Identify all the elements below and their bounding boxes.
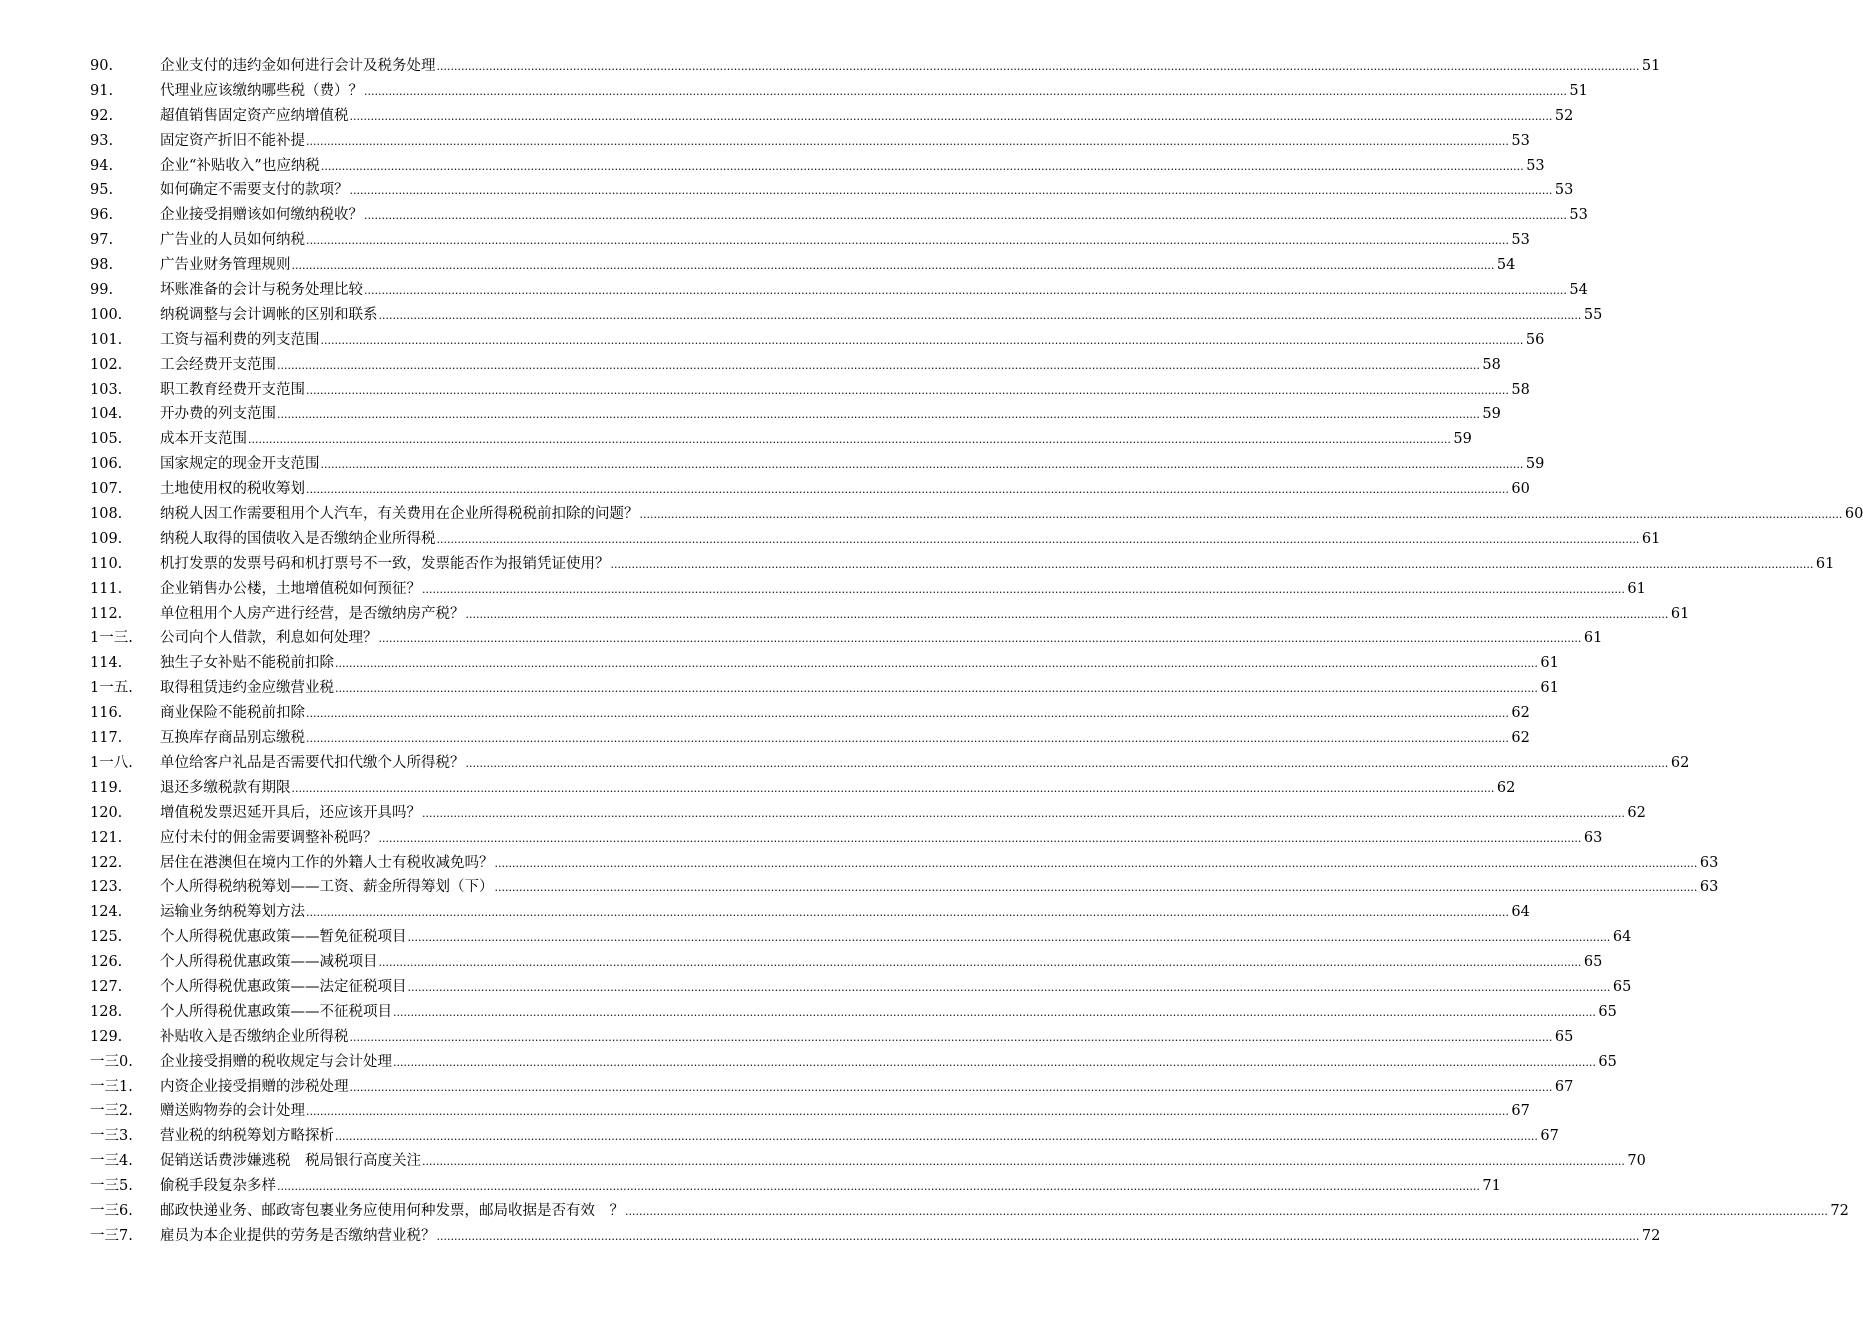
toc-entry-page-number: 56 — [1525, 331, 1545, 348]
dot-leader — [292, 254, 1495, 279]
toc-entry-number: 1一三. — [90, 630, 133, 647]
toc-entry-number: 一三5. — [90, 1178, 133, 1195]
toc-entry-title[interactable]: 如何确定不需要支付的款项？ — [160, 182, 349, 199]
toc-entry[interactable] — [90, 303, 1603, 328]
dot-leader — [292, 777, 1495, 802]
toc-entry[interactable] — [90, 502, 1863, 527]
toc-entry-title[interactable]: 内资企业接受捐赠的涉税处理 — [160, 1078, 349, 1095]
toc-entry-number: 一三7. — [90, 1227, 133, 1244]
toc-entry-title[interactable]: 坏账准备的会计与税务处理比较 — [160, 282, 363, 299]
toc-entry-page-number: 65 — [1554, 1028, 1574, 1045]
toc-entry-title[interactable]: 企业支付的违约金如何进行会计及税务处理 — [160, 58, 436, 74]
toc-entry-page-number: 54 — [1569, 282, 1588, 299]
dot-leader — [422, 578, 1625, 603]
toc-entry-title[interactable]: 纳税人取得的国债收入是否缴纳企业所得税 — [160, 530, 436, 547]
toc-entry-title[interactable]: 企业接受捐赠该如何缴纳税收？ — [160, 207, 363, 224]
toc-entry[interactable] — [90, 1000, 1617, 1025]
toc-entry-number: 1一五. — [90, 680, 133, 697]
toc-entry[interactable] — [90, 1224, 1661, 1249]
toc-entry-title[interactable]: 超值销售固定资产应纳增值税 — [160, 107, 349, 124]
toc-entry-page-number: 67 — [1554, 1078, 1574, 1095]
toc-entry-title[interactable]: 个人所得税优惠政策——暂免征税项目 — [160, 929, 407, 946]
dot-leader — [306, 727, 1509, 752]
toc-entry-number: 99. — [90, 282, 114, 299]
toc-entry-title[interactable]: 运输业务纳税筹划方法 — [160, 904, 305, 921]
toc-entry-page-number: 62 — [1670, 754, 1690, 771]
dot-leader — [306, 702, 1509, 727]
toc-entry-number: 127. — [90, 978, 123, 995]
dot-leader — [422, 1150, 1625, 1175]
dot-leader — [248, 428, 1451, 453]
toc-entry[interactable] — [90, 552, 1835, 577]
toc-entry-title[interactable]: 国家规定的现金开支范围 — [160, 456, 320, 473]
toc-entry-number: 一三3. — [90, 1128, 133, 1145]
dot-leader — [350, 105, 1553, 130]
dot-leader — [306, 130, 1509, 155]
toc-entry-page-number: 65 — [1598, 1053, 1617, 1070]
dot-leader — [379, 304, 1582, 329]
toc-entry-number: 112. — [90, 605, 123, 622]
toc-entry-page-number: 61 — [1627, 580, 1646, 597]
toc-entry-page-number: 64 — [1511, 904, 1530, 921]
dot-leader — [321, 155, 1524, 180]
toc-entry-title[interactable]: 土地使用权的税收筹划 — [160, 481, 305, 498]
toc-entry-number: 110. — [90, 555, 123, 572]
toc-entry-title[interactable]: 增值税发票迟延开具后，还应该开具吗？ — [160, 804, 421, 821]
toc-entry-page-number: 60 — [1511, 481, 1530, 498]
toc-entry[interactable] — [90, 577, 1646, 602]
toc-entry-title[interactable]: 企业接受捐赠的税收规定与会计处理 — [160, 1053, 392, 1070]
toc-entry[interactable] — [90, 1124, 1559, 1149]
dot-leader — [277, 354, 1480, 379]
toc-entry-page-number: 62 — [1627, 804, 1646, 821]
toc-entry-title[interactable]: 邮政快递业务、邮政寄包裹业务应使用何种发票，邮局收据是否有效 ？ — [160, 1202, 624, 1219]
toc-entry-title[interactable]: 退还多缴税款有期限 — [160, 779, 291, 796]
dot-leader — [422, 802, 1625, 827]
toc-entry[interactable] — [90, 328, 1545, 353]
toc-entry-title[interactable]: 个人所得税优惠政策——减税项目 — [160, 954, 378, 971]
toc-entry-title[interactable]: 机打发票的发票号码和机打票号不一致，发票能否作为报销凭证使用？ — [160, 555, 610, 572]
toc-entry[interactable] — [90, 253, 1516, 278]
dot-leader — [379, 951, 1582, 976]
toc-entry-number: 125. — [90, 929, 123, 946]
dot-leader — [350, 1076, 1553, 1101]
dot-leader — [466, 752, 1669, 777]
toc-entry-page-number: 58 — [1482, 356, 1501, 373]
toc-entry-number: 124. — [90, 904, 123, 921]
toc-entry-number: 122. — [90, 854, 123, 871]
toc-entry-page-number: 55 — [1583, 306, 1603, 323]
toc-entry[interactable] — [90, 1199, 1849, 1224]
dot-leader — [350, 179, 1553, 204]
dot-leader — [306, 229, 1509, 254]
toc-entry-page-number: 53 — [1511, 232, 1530, 249]
toc-entry-number: 98. — [90, 257, 114, 274]
toc-entry-number: 120. — [90, 804, 123, 821]
dot-leader — [364, 204, 1567, 229]
toc-entry-page-number: 62 — [1511, 730, 1530, 747]
toc-entry[interactable] — [90, 427, 1472, 452]
dot-leader — [321, 453, 1524, 478]
toc-entry[interactable] — [90, 154, 1545, 179]
toc-entry-number: 96. — [90, 207, 114, 224]
toc-entry-title[interactable]: 职工教育经费开支范围 — [160, 381, 305, 398]
dot-leader — [495, 852, 1698, 877]
dot-leader — [306, 1100, 1509, 1125]
toc-entry-page-number: 72 — [1830, 1202, 1849, 1219]
dot-leader — [495, 876, 1698, 901]
toc-entry-title[interactable]: 企业销售办公楼，土地增值税如何预征？ — [160, 580, 421, 597]
dot-leader — [437, 528, 1640, 553]
toc-entry-number: 108. — [90, 506, 123, 523]
toc-entry-page-number: 61 — [1815, 555, 1835, 572]
toc-entry-page-number: 59 — [1453, 431, 1472, 448]
toc-entry[interactable] — [90, 626, 1603, 651]
toc-entry-title[interactable]: 应付未付的佣金需要调整补税吗？ — [160, 829, 378, 846]
toc-entry[interactable] — [90, 477, 1530, 502]
toc-entry[interactable] — [90, 875, 1719, 900]
toc-entry-number: 114. — [90, 655, 123, 672]
toc-entry-page-number: 67 — [1511, 1103, 1530, 1120]
toc-entry-number: 102. — [90, 356, 123, 373]
toc-entry-title[interactable]: 单位租用个人房产进行经营，是否缴纳房产税？ — [160, 605, 465, 622]
toc-entry-page-number: 61 — [1670, 605, 1690, 622]
dot-leader — [364, 80, 1567, 105]
toc-entry[interactable] — [90, 104, 1574, 129]
dot-leader — [393, 1051, 1596, 1076]
toc-entry-title[interactable]: 广告业财务管理规则 — [160, 257, 291, 274]
toc-entry-title[interactable]: 个人所得税纳税筹划——工资、薪金所得筹划（下） — [160, 879, 494, 896]
toc-entry-page-number: 67 — [1540, 1128, 1559, 1145]
dot-leader — [321, 329, 1524, 354]
dot-leader — [335, 677, 1538, 702]
toc-entry-number: 116. — [90, 705, 123, 722]
toc-entry-number: 121. — [90, 829, 123, 846]
dot-leader — [364, 279, 1567, 304]
dot-leader — [393, 1001, 1596, 1026]
toc-entry[interactable] — [90, 452, 1545, 477]
toc-entry-title[interactable]: 个人所得税优惠政策——不征税项目 — [160, 1003, 392, 1020]
toc-entry-title[interactable]: 固定资产折旧不能补提 — [160, 132, 305, 149]
dot-leader — [306, 379, 1509, 404]
toc-entry-number: 一三4. — [90, 1153, 133, 1170]
toc-entry-page-number: 60 — [1844, 506, 1863, 523]
toc-entry[interactable] — [90, 651, 1559, 676]
toc-entry-title[interactable]: 代理业应该缴纳哪些税（费）？ — [160, 82, 363, 99]
toc-entry-title[interactable]: 营业税的纳税筹划方略探析 — [160, 1128, 334, 1145]
toc-entry-number: 91. — [90, 82, 114, 99]
dot-leader — [350, 1026, 1553, 1051]
toc-entry-page-number: 72 — [1641, 1227, 1661, 1244]
toc-entry-title[interactable]: 工资与福利费的列支范围 — [160, 331, 320, 348]
toc-entry-title[interactable]: 独生子女补贴不能税前扣除 — [160, 655, 334, 672]
dot-leader — [437, 1225, 1640, 1250]
toc-entry-title[interactable]: 成本开支范围 — [160, 431, 247, 448]
toc-entry-number: 100. — [90, 306, 123, 323]
toc-entry-page-number: 63 — [1699, 879, 1719, 896]
toc-entry-title[interactable]: 纳税人因工作需要租用个人汽车，有关费用在企业所得税税前扣除的问题？ — [160, 506, 639, 523]
toc-entry-page-number: 63 — [1583, 829, 1603, 846]
toc-entry-number: 128. — [90, 1003, 123, 1020]
toc-entry[interactable] — [90, 54, 1661, 79]
dot-leader — [408, 926, 1611, 951]
toc-entry-page-number: 65 — [1583, 954, 1603, 971]
dot-leader — [306, 478, 1509, 503]
toc-entry[interactable] — [90, 1050, 1617, 1075]
toc-entry-title[interactable]: 个人所得税优惠政策——法定征税项目 — [160, 978, 407, 995]
toc-entry[interactable] — [90, 925, 1632, 950]
dot-leader — [466, 603, 1669, 628]
toc-entry[interactable] — [90, 751, 1690, 776]
toc-entry-title[interactable]: 促销送话费涉嫌逃税 税局银行高度关注 — [160, 1153, 421, 1170]
toc-entry-title[interactable]: 雇员为本企业提供的劳务是否缴纳营业税？ — [160, 1227, 436, 1244]
toc-entry-page-number: 65 — [1612, 978, 1632, 995]
toc-entry[interactable] — [90, 950, 1603, 975]
toc-entry-number: 95. — [90, 182, 114, 199]
toc-entry[interactable] — [90, 203, 1588, 228]
toc-entry[interactable] — [90, 851, 1719, 876]
toc-entry[interactable] — [90, 129, 1530, 154]
toc-entry-page-number: 59 — [1525, 456, 1545, 473]
toc-entry-page-number: 53 — [1569, 207, 1588, 224]
toc-entry-number: 97. — [90, 232, 114, 249]
toc-entry-page-number: 53 — [1526, 157, 1545, 174]
toc-entry-page-number: 71 — [1482, 1178, 1501, 1195]
toc-entry[interactable] — [90, 1099, 1530, 1124]
toc-entry-title[interactable]: 开办费的列支范围 — [160, 406, 276, 423]
toc-entry-number: 90. — [90, 58, 114, 74]
toc-entry[interactable] — [90, 975, 1632, 1000]
toc-entry-page-number: 61 — [1540, 655, 1559, 672]
dot-leader — [277, 1175, 1480, 1200]
toc-entry[interactable] — [90, 527, 1661, 552]
toc-entry[interactable] — [90, 178, 1574, 203]
toc-entry-title[interactable]: 取得租赁违约金应缴营业税 — [160, 680, 334, 697]
toc-entry-number: 一三2. — [90, 1103, 133, 1120]
toc-entry-title[interactable]: 赠送购物券的会计处理 — [160, 1103, 305, 1120]
toc-entry-number: 119. — [90, 779, 123, 796]
dot-leader — [408, 976, 1611, 1001]
toc-entry[interactable] — [90, 776, 1516, 801]
toc-entry[interactable] — [90, 1149, 1646, 1174]
toc-entry-page-number: 65 — [1598, 1003, 1617, 1020]
toc-entry-page-number: 61 — [1540, 680, 1559, 697]
toc-entry-number: 103. — [90, 381, 123, 398]
toc-entry-title[interactable]: 企业“补贴收入”也应纳税 — [160, 157, 320, 174]
toc-entry-page-number: 61 — [1583, 630, 1603, 647]
toc-entry-number: 117. — [90, 730, 123, 747]
toc-entry-number: 107. — [90, 481, 123, 498]
toc-entry[interactable] — [90, 726, 1530, 751]
toc-entry[interactable] — [90, 79, 1588, 104]
toc-entry[interactable] — [90, 701, 1530, 726]
toc-entry-page-number: 62 — [1496, 779, 1516, 796]
toc-entry-page-number: 51 — [1641, 58, 1661, 74]
toc-entry-title[interactable]: 偷税手段复杂多样 — [160, 1178, 276, 1195]
toc-entry[interactable] — [90, 676, 1559, 701]
toc-entry[interactable] — [90, 826, 1603, 851]
toc-entry-number: 104. — [90, 406, 123, 423]
toc-entry-page-number: 53 — [1511, 132, 1530, 149]
toc-entry-number: 106. — [90, 456, 123, 473]
toc-entry[interactable] — [90, 1174, 1501, 1199]
toc-entry-number: 一三6. — [90, 1202, 133, 1219]
toc-entry-title[interactable]: 商业保险不能税前扣除 — [160, 705, 305, 722]
toc-entry[interactable] — [90, 353, 1501, 378]
toc-entry-number: 93. — [90, 132, 114, 149]
toc-entry-number: 105. — [90, 431, 123, 448]
dot-leader — [277, 403, 1480, 428]
toc-entry-page-number: 54 — [1496, 257, 1516, 274]
toc-entry-number: 92. — [90, 107, 114, 124]
toc-entry-title[interactable]: 单位给客户礼品是否需要代扣代缴个人所得税？ — [160, 754, 465, 771]
toc-entry-number: 123. — [90, 879, 123, 896]
dot-leader — [306, 901, 1509, 926]
dot-leader — [625, 1200, 1828, 1225]
toc-entry-title[interactable]: 互换库存商品别忘缴税 — [160, 730, 305, 747]
dot-leader — [437, 55, 1640, 80]
toc-entry-number: 一三1. — [90, 1078, 133, 1095]
toc-entry[interactable] — [90, 1025, 1574, 1050]
toc-entry-title[interactable]: 居住在港澳但在境内工作的外籍人士有税收减免吗？ — [160, 854, 494, 871]
dot-leader — [379, 627, 1582, 652]
toc-entry-page-number: 59 — [1482, 406, 1501, 423]
toc-entry-page-number: 52 — [1554, 107, 1574, 124]
toc-entry-number: 111. — [90, 580, 123, 597]
toc-entry-title[interactable]: 广告业的人员如何纳税 — [160, 232, 305, 249]
toc-entry-number: 126. — [90, 954, 123, 971]
toc-entry[interactable] — [90, 228, 1530, 253]
toc-entry[interactable] — [90, 278, 1588, 303]
toc-entry-page-number: 62 — [1511, 705, 1530, 722]
toc-entry-title[interactable]: 纳税调整与会计调帐的区别和联系 — [160, 306, 378, 323]
toc-entry-page-number: 51 — [1569, 82, 1588, 99]
table-of-contents — [90, 54, 1863, 1249]
toc-entry-number: 94. — [90, 157, 114, 174]
toc-entry-page-number: 58 — [1511, 381, 1530, 398]
toc-entry-page-number: 61 — [1641, 530, 1661, 547]
toc-entry[interactable] — [90, 378, 1530, 403]
toc-entry-page-number: 70 — [1627, 1153, 1646, 1170]
toc-entry-title[interactable]: 工会经费开支范围 — [160, 356, 276, 373]
toc-entry-number: 1一八. — [90, 754, 133, 771]
toc-entry-title[interactable]: 公司向个人借款，利息如何处理？ — [160, 630, 378, 647]
toc-entry[interactable] — [90, 1075, 1574, 1100]
toc-entry-number: 109. — [90, 530, 123, 547]
toc-entry[interactable] — [90, 402, 1501, 427]
toc-entry[interactable] — [90, 900, 1530, 925]
toc-entry-number: 101. — [90, 331, 123, 348]
toc-entry-number: 129. — [90, 1028, 123, 1045]
toc-entry[interactable] — [90, 801, 1646, 826]
toc-entry-title[interactable]: 补贴收入是否缴纳企业所得税 — [160, 1028, 349, 1045]
toc-entry-page-number: 64 — [1612, 929, 1632, 946]
toc-entry-page-number: 53 — [1554, 182, 1574, 199]
dot-leader — [335, 652, 1538, 677]
dot-leader — [379, 827, 1582, 852]
dot-leader — [611, 553, 1814, 578]
toc-entry-number: 一三0. — [90, 1053, 133, 1070]
toc-entry[interactable] — [90, 602, 1690, 627]
dot-leader — [335, 1125, 1538, 1150]
toc-entry-page-number: 63 — [1699, 854, 1719, 871]
dot-leader — [640, 503, 1843, 528]
